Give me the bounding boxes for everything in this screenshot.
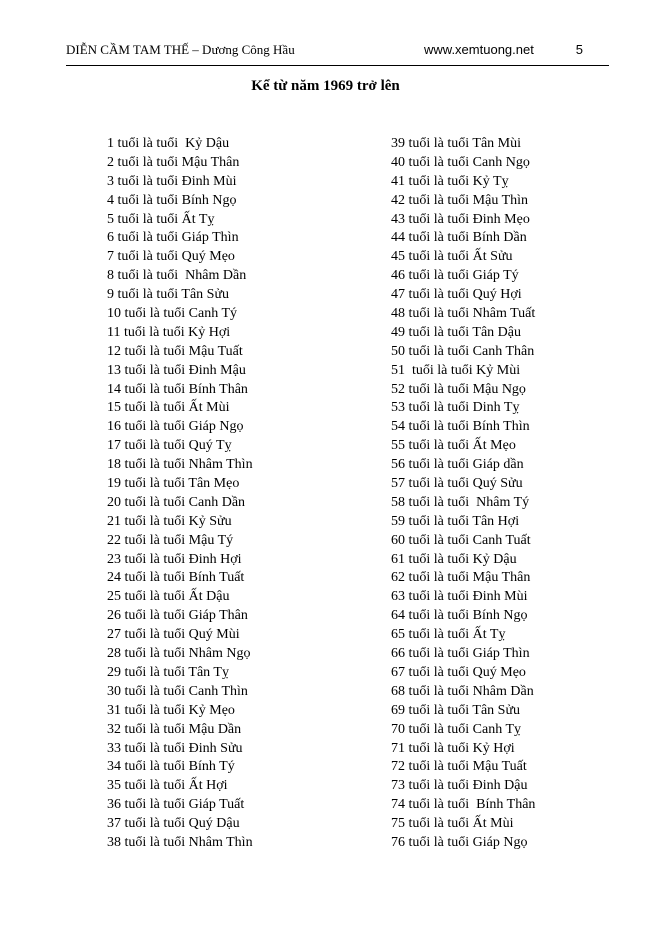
- list-item: 70 tuổi là tuổi Canh Tỵ: [391, 721, 522, 737]
- list-item: 2 tuổi là tuổi Mậu Thân: [107, 154, 240, 170]
- list-item: 37 tuổi là tuổi Quý Dậu: [107, 816, 240, 832]
- page-header: [66, 40, 595, 60]
- list-item: 34 tuổi là tuổi Bính Tý: [107, 759, 235, 775]
- header-book-title: DIỄN CẦM TAM THẾ – Dương Công Hầu: [66, 42, 295, 57]
- list-item: 56 tuổi là tuổi Giáp dần: [391, 457, 524, 473]
- list-item: 67 tuổi là tuổi Quý Mẹo: [391, 664, 526, 680]
- list-item: 76 tuổi là tuổi Giáp Ngọ: [391, 834, 528, 850]
- list-item: 5 tuổi là tuổi Ất Tỵ: [107, 211, 215, 227]
- list-item: 32 tuổi là tuổi Mậu Dần: [107, 721, 242, 737]
- list-item: 59 tuổi là tuổi Tân Hợi: [391, 513, 520, 529]
- list-item: 17 tuổi là tuổi Quý Tỵ: [107, 438, 232, 454]
- list-item: 53 tuổi là tuổi Dinh Tỵ: [391, 400, 520, 416]
- list-item: 25 tuổi là tuổi Ất Dậu: [107, 589, 230, 605]
- list-item: 72 tuổi là tuổi Mậu Tuất: [391, 759, 527, 775]
- list-item: 12 tuổi là tuổi Mậu Tuất: [107, 343, 243, 359]
- list-item: 45 tuổi là tuổi Ất Sửu: [391, 249, 513, 265]
- list-item: 33 tuổi là tuổi Đinh Sửu: [107, 740, 243, 756]
- header-website: www.xemtuong.net: [424, 42, 534, 57]
- age-list-left: [107, 135, 253, 853]
- list-item: 69 tuổi là tuổi Tân Sửu: [391, 702, 521, 718]
- list-item: 35 tuổi là tuổi Ất Hợi: [107, 778, 228, 794]
- list-item: 65 tuổi là tuổi Ất Tỵ: [391, 627, 506, 643]
- list-item: 58 tuổi là tuổi Nhâm Tý: [391, 494, 530, 510]
- list-item: 61 tuổi là tuổi Kỷ Dậu: [391, 551, 517, 567]
- list-item: 54 tuổi là tuổi Bính Thìn: [391, 419, 530, 435]
- list-item: 73 tuổi là tuổi Đinh Dậu: [391, 778, 528, 794]
- list-item: 11 tuổi là tuổi Kỷ Hợi: [107, 324, 231, 340]
- list-item: 10 tuổi là tuổi Canh Tý: [107, 306, 238, 322]
- list-item: 55 tuổi là tuổi Ất Mẹo: [391, 438, 516, 454]
- list-item: 51 tuổi là tuổi Kỷ Mùi: [391, 362, 521, 378]
- list-item: 57 tuổi là tuổi Quý Sửu: [391, 476, 523, 492]
- list-item: 50 tuổi là tuổi Canh Thân: [391, 343, 535, 359]
- list-item: 71 tuổi là tuổi Kỷ Hợi: [391, 740, 515, 756]
- list-item: 63 tuổi là tuổi Đinh Mùi: [391, 589, 528, 605]
- list-item: 1 tuổi là tuổi Kỷ Dậu: [107, 136, 230, 151]
- list-item: 44 tuổi là tuổi Bính Dần: [391, 230, 527, 246]
- age-list-right: [391, 135, 535, 853]
- list-item: 74 tuổi là tuổi Bính Thân: [391, 797, 536, 813]
- list-item: 7 tuổi là tuổi Quý Mẹo: [107, 249, 235, 265]
- list-item: 29 tuổi là tuổi Tân Tỵ: [107, 664, 229, 680]
- list-item: 13 tuổi là tuổi Đinh Mậu: [107, 362, 246, 378]
- list-item: 9 tuổi là tuổi Tân Sửu: [107, 287, 230, 303]
- list-item: 52 tuổi là tuổi Mậu Ngọ: [391, 381, 526, 397]
- list-item: 23 tuổi là tuổi Đinh Hợi: [107, 551, 242, 567]
- list-item: 36 tuổi là tuổi Giáp Tuất: [107, 797, 245, 813]
- list-item: 47 tuổi là tuổi Quý Hợi: [391, 287, 522, 303]
- header-divider: [66, 65, 609, 66]
- list-item: 48 tuổi là tuổi Nhâm Tuất: [391, 306, 536, 322]
- list-item: 31 tuổi là tuổi Kỷ Mẹo: [107, 702, 235, 718]
- list-item: 22 tuổi là tuổi Mậu Tý: [107, 532, 234, 548]
- page-number: 5: [575, 42, 583, 57]
- list-item: 62 tuổi là tuổi Mậu Thân: [391, 570, 531, 586]
- list-item: 30 tuổi là tuổi Canh Thìn: [107, 683, 248, 699]
- list-item: 28 tuổi là tuổi Nhâm Ngọ: [107, 646, 251, 662]
- list-item: 26 tuổi là tuổi Giáp Thân: [107, 608, 248, 624]
- list-item: 6 tuổi là tuổi Giáp Thìn: [107, 230, 239, 246]
- list-item: 19 tuổi là tuổi Tân Mẹo: [107, 476, 240, 492]
- list-item: 60 tuổi là tuổi Canh Tuất: [391, 532, 531, 548]
- list-item: 14 tuổi là tuổi Bính Thân: [107, 381, 248, 397]
- list-item: 20 tuổi là tuổi Canh Dần: [107, 494, 246, 510]
- list-item: 21 tuổi là tuổi Kỷ Sửu: [107, 513, 232, 529]
- list-item: 41 tuổi là tuổi Kỷ Tỵ: [391, 173, 509, 189]
- list-item: 3 tuổi là tuổi Đinh Mùi: [107, 173, 237, 189]
- list-item: 49 tuổi là tuổi Tân Dậu: [391, 324, 521, 340]
- list-item: 4 tuổi là tuổi Bính Ngọ: [107, 192, 237, 208]
- section-title: Kể từ năm 1969 trở lên: [251, 78, 400, 94]
- list-item: 18 tuổi là tuổi Nhâm Thìn: [107, 457, 253, 473]
- list-item: 46 tuổi là tuổi Giáp Tý: [391, 268, 519, 284]
- list-item: 43 tuổi là tuổi Đinh Mẹo: [391, 211, 530, 227]
- list-item: 8 tuổi là tuổi Nhâm Dần: [107, 268, 247, 284]
- list-item: 42 tuổi là tuổi Mậu Thìn: [391, 192, 529, 208]
- list-item: 24 tuổi là tuổi Bính Tuất: [107, 570, 245, 586]
- list-item: 66 tuổi là tuổi Giáp Thìn: [391, 646, 530, 662]
- list-item: 75 tuổi là tuổi Ất Mùi: [391, 816, 514, 832]
- list-item: 15 tuổi là tuổi Ất Mùi: [107, 400, 230, 416]
- list-item: 39 tuổi là tuổi Tân Mùi: [391, 136, 522, 151]
- list-item: 40 tuổi là tuổi Canh Ngọ: [391, 154, 530, 170]
- list-item: 16 tuổi là tuổi Giáp Ngọ: [107, 419, 244, 435]
- list-item: 68 tuổi là tuổi Nhâm Dần: [391, 683, 534, 699]
- list-item: 64 tuổi là tuổi Bính Ngọ: [391, 608, 528, 624]
- list-item: 38 tuổi là tuổi Nhâm Thìn: [107, 834, 253, 850]
- list-item: 27 tuổi là tuổi Quý Mùi: [107, 627, 240, 643]
